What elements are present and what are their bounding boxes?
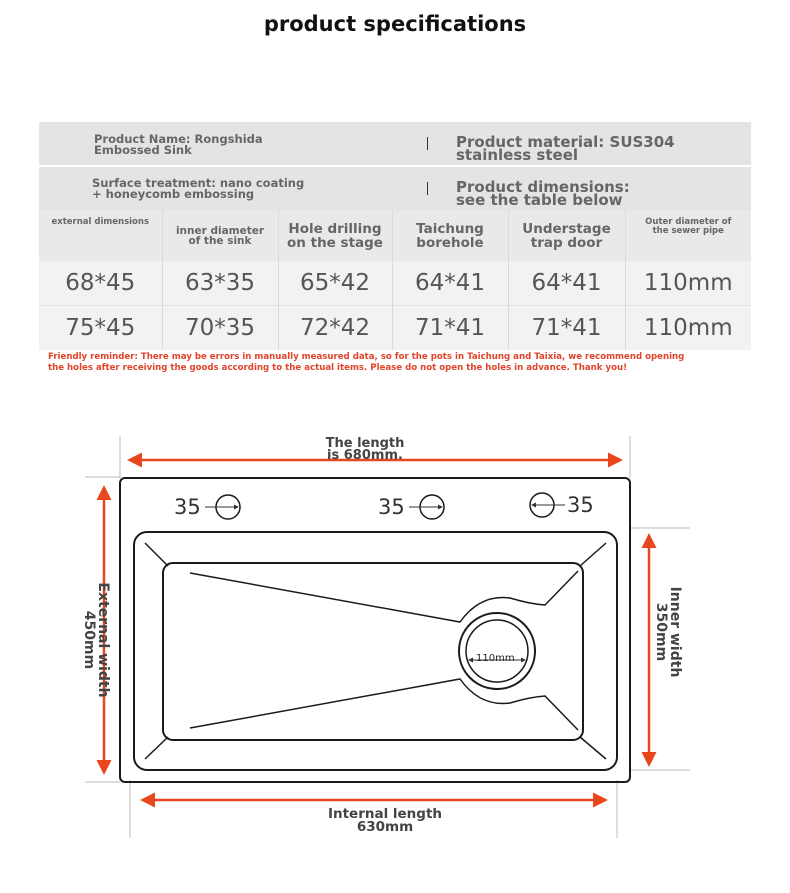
product-dimensions: Product dimensions: see the table below — [456, 178, 630, 209]
table-cell: 70*35 — [162, 306, 278, 351]
table-cell: 71*41 — [508, 306, 625, 351]
surface-treatment: Surface treatment: nano coating + honeycomb embossing — [92, 176, 305, 201]
tap-hole-size-2: 35 — [378, 495, 405, 519]
table-cell: 71*41 — [392, 306, 508, 351]
friendly-reminder: Friendly reminder: There may be errors in manually measured data, so for the pots in Taichung and Taixia, we recommend opening the holes after receiving the goods according to the actual items. Please do not open the holes in advance. Thank you! — [48, 352, 685, 373]
channel-top — [190, 571, 578, 622]
table-cell: 72*42 — [278, 306, 392, 351]
basin-rim — [134, 532, 617, 770]
length-label: The length is 680mm. — [325, 436, 405, 463]
table-header: inner diameter of the sink — [162, 210, 278, 261]
table-header: external dimensions — [39, 210, 162, 261]
table-cell: 68*45 — [39, 261, 162, 306]
inner-width-label: Inner width 350mm — [653, 586, 683, 678]
external-width-label: External width 450mm — [81, 582, 111, 698]
channel-bottom — [190, 679, 578, 730]
table-cell: 65*42 — [278, 261, 392, 306]
page-title: product specifications — [263, 12, 527, 36]
table-header: Hole drilling on the stage — [278, 210, 392, 261]
tap-hole-size-3: 35 — [567, 493, 594, 517]
product-name: Product Name: Rongshida Embossed Sink — [94, 132, 263, 157]
internal-length-label: Internal length 630mm — [327, 806, 443, 835]
product-material: Product material: SUS304 stainless steel — [456, 133, 675, 164]
table-header: Taichung borehole — [392, 210, 508, 261]
table-cell: 110mm — [625, 306, 751, 351]
tap-hole-size-1: 35 — [174, 495, 201, 519]
table-cell: 63*35 — [162, 261, 278, 306]
table-header: Understage trap door — [508, 210, 625, 261]
table-cell: 64*41 — [392, 261, 508, 306]
table-cell: 64*41 — [508, 261, 625, 306]
table-cell: 75*45 — [39, 306, 162, 351]
drain-size-label: 110mm — [476, 653, 515, 664]
table-header: Outer diameter of the sewer pipe — [625, 210, 751, 261]
sink-outer — [120, 478, 630, 782]
drain-inner — [466, 620, 528, 682]
table-cell: 110mm — [625, 261, 751, 306]
